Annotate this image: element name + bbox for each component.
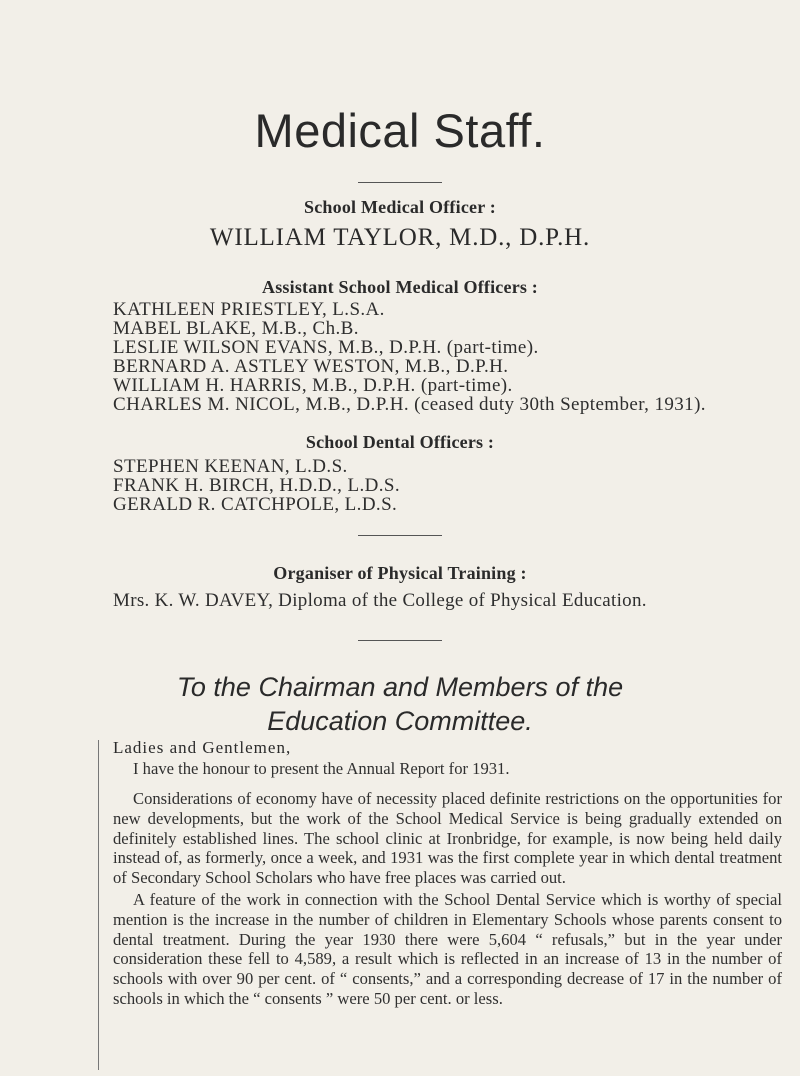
- assistant-officer-entry: WILLIAM H. HARRIS, M.B., D.P.H. (part-time).: [113, 375, 513, 396]
- assistant-officers-list: [113, 300, 706, 414]
- dental-officer-entry: GERALD R. CATCHPOLE, L.D.S.: [113, 494, 398, 515]
- address-line-2: Education Committee.: [267, 706, 533, 736]
- assistant-officer-entry: BERNARD A. ASTLEY WESTON, M.B., D.P.H.: [113, 356, 509, 377]
- assistant-officers-heading: Assistant School Medical Officers :: [262, 277, 538, 297]
- assistant-officer-entry: KATHLEEN PRIESTLEY, L.S.A.: [113, 299, 385, 320]
- dental-officers-list: [113, 457, 400, 514]
- divider-rule: [358, 640, 442, 641]
- assistant-officer-entry: CHARLES M. NICOL, M.B., D.P.H. (ceased duty 30th September, 1931).: [113, 394, 706, 415]
- physical-training-heading: Organiser of Physical Training :: [273, 563, 527, 583]
- binding-margin-line: [98, 740, 99, 1070]
- school-medical-officer-name: WILLIAM TAYLOR, M.D., D.P.H.: [209, 224, 591, 251]
- assistant-officer-entry: LESLIE WILSON EVANS, M.B., D.P.H. (part-time).: [113, 337, 539, 358]
- address-line-1: To the Chairman and Members of the: [176, 672, 624, 702]
- divider-rule: [358, 535, 442, 536]
- school-medical-officer-heading: School Medical Officer :: [304, 197, 496, 217]
- assistant-officer-entry: MABEL BLAKE, M.B., Ch.B.: [113, 318, 359, 339]
- physical-training-organiser: Mrs. K. W. DAVEY, Diploma of the College of Physical Education.: [113, 590, 647, 611]
- letter-salutation: Ladies and Gentlemen,: [113, 738, 292, 757]
- letter-paragraph: A feature of the work in connection with the School Dental Service which is worthy of special mention is the increase in the number of children in Elementary Schools whose parents consent to dental treatment. During the year 1930 there were 5,604 “ refusals,” but in the year under consideration these fell to 4,589, a result which is reflected in an increase of 13 in the number of schools with over 90 per cent. of “ consents,” and a corresponding decrease of 17 in the number of schools in which the “ consents ” were 50 per cent. or less.: [113, 890, 782, 1008]
- letter-paragraph: Considerations of economy have of necessity placed definite restrictions on the opportunities for new developments, but the work of the School Medical Service is being gradually extended on definitely established lines. The school clinic at Ironbridge, for example, is now being held daily instead of, as formerly, once a week, and 1931 was the first complete year in which dental treatment of Secondary School Scholars who have free places was carried out.: [113, 789, 782, 888]
- page-title: Medical Staff.: [254, 104, 546, 157]
- divider-rule: [358, 182, 442, 183]
- dental-officer-entry: STEPHEN KEENAN, L.D.S.: [113, 456, 348, 477]
- letter-intro: I have the honour to present the Annual Report for 1931.: [133, 759, 510, 778]
- dental-officers-heading: School Dental Officers :: [305, 432, 495, 452]
- dental-officer-entry: FRANK H. BIRCH, H.D.D., L.D.S.: [113, 475, 400, 496]
